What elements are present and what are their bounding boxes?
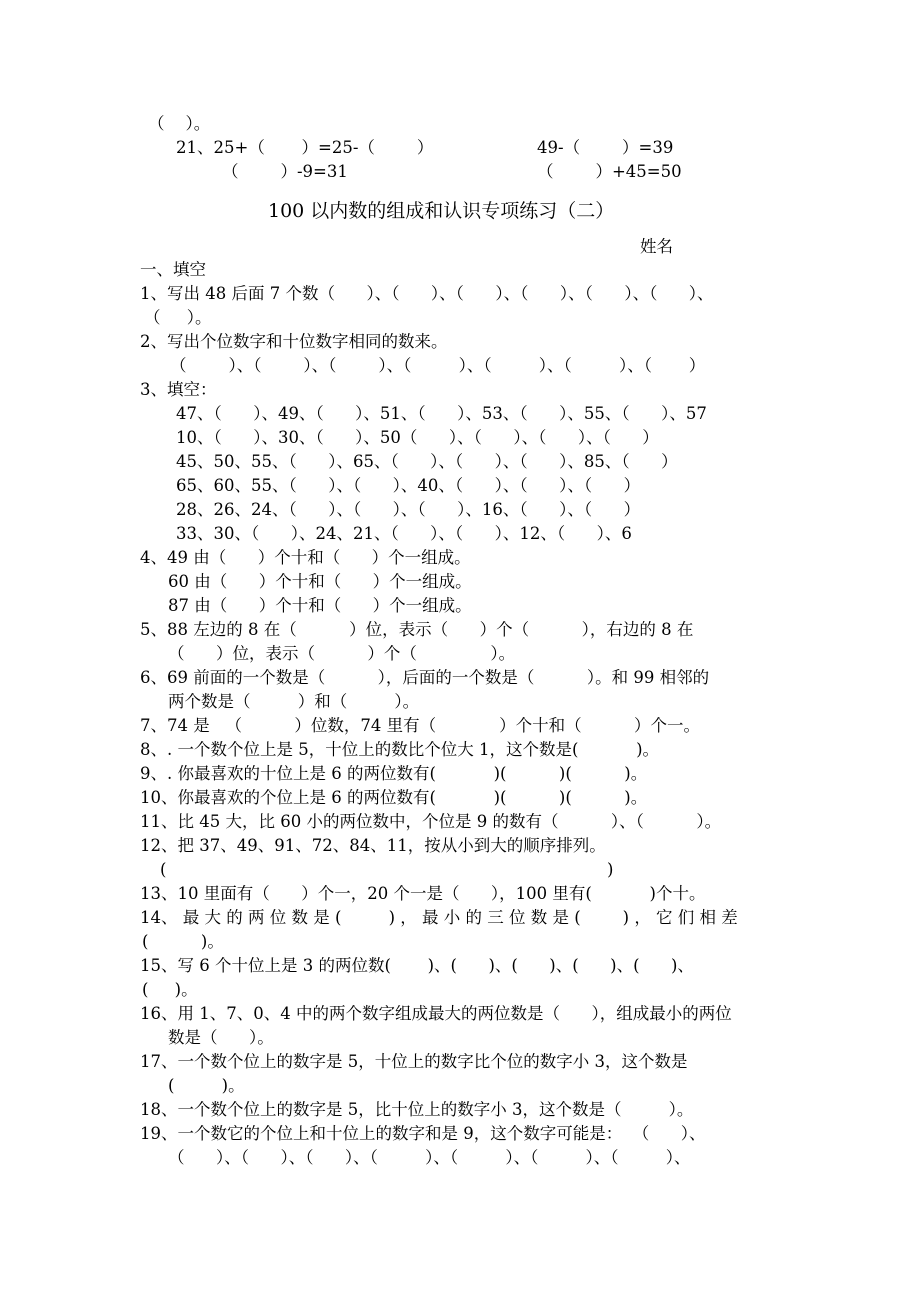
sequence-row: 33、30、（ ）、24、21、（ ）、（ ）、12、（ ）、6: [176, 524, 632, 543]
question-18: 18、一个数个位上的数字是 5，比十位上的数字小 3，这个数是（ ）。: [140, 1100, 694, 1119]
question-3: 3、填空：: [140, 380, 217, 399]
question-14-cont: ( )。: [142, 932, 224, 951]
sequence-row: 45、50、55、（ ）、65、（ ）、（ ）、（ ）、85、（ ）: [176, 452, 678, 471]
question-17: 17、一个数个位上的数字是 5，十位上的数字比个位的数字小 3，这个数是: [140, 1052, 688, 1071]
question-15: 15、写 6 个十位上是 3 的两位数( )、( )、( )、( )、( )、: [140, 956, 694, 975]
question-15-cont: ( )。: [142, 980, 198, 999]
question-12: 12、把 37、49、91、72、84、11，按从小到大的顺序排列。: [140, 836, 606, 855]
question-6-cont: 两个数是（ ）和（ ）。: [168, 692, 420, 711]
question-4-line: 60 由（ ）个十和（ ）个一组成。: [168, 572, 472, 591]
section-heading: 一、填空: [140, 260, 206, 279]
question-16: 16、用 1、7、0、4 中的两个数字组成最大的两位数是（ ），组成最小的两位: [140, 1004, 732, 1023]
sequence-row: 47、（ ）、49、（ ）、51、（ ）、53、（ ）、55、（ ）、57: [176, 404, 707, 423]
question-9: 9、. 你最喜欢的十位上是 6 的两位数有( )( )( )。: [140, 764, 648, 783]
question-16-cont: 数是（ ）。: [168, 1028, 274, 1047]
question-7: 7、74 是 （ ）位数，74 里有（ ）个十和（ ）个一。: [140, 716, 701, 735]
question-19-cont: （ ）、（ ）、（ ）、（ ）、（ ）、（ ）、（ ）、: [168, 1148, 691, 1167]
question-14: 14、 最 大 的 两 位 数 是 ( ) ， 最 小 的 三 位 数 是 ( ) ， 它 们 相 差: [140, 908, 738, 927]
sequence-row: 65、60、55、（ ）、（ ）、40、（ ）、（ ）、（ ）: [176, 476, 641, 495]
text-line: 21、25+（ ）=25-（ ）: [176, 138, 434, 157]
text-line: （ ）。: [148, 114, 211, 133]
question-5: 5、88 左边的 8 在（ ）位，表示（ ）个（ ），右边的 8 在: [140, 620, 694, 639]
text-line: （ ）+45=50: [537, 162, 682, 181]
question-1: 1、写出 48 后面 7 个数（ ）、（ ）、（ ）、（ ）、（ ）、（ ）、: [140, 284, 714, 303]
text-line: 49-（ ）=39: [537, 138, 674, 157]
question-13: 13、10 里面有（ ）个一，20 个一是（ ），100 里有( )个十。: [140, 884, 706, 903]
question-8: 8、. 一个数个位上是 5，十位上的数比个位大 1，这个数是( )。: [140, 740, 660, 759]
sequence-row: 10、（ ）、30、（ ）、50（ ）、（ ）、（ ）、（ ）: [176, 428, 659, 447]
question-17-cont: ( )。: [168, 1076, 245, 1095]
question-4: 4、49 由（ ）个十和（ ）个一组成。: [140, 548, 471, 567]
question-11: 11、比 45 大，比 60 小的两位数中，个位是 9 的数有（ ）、（ ）。: [140, 812, 722, 831]
question-10: 10、你最喜欢的个位上是 6 的两位数有( )( )( )。: [140, 788, 648, 807]
page-title: 100 以内数的组成和认识专项练习（二）: [268, 200, 615, 222]
question-1-cont: （ ）。: [144, 308, 212, 327]
question-2: 2、写出个位数字和十位数字相同的数来。: [140, 332, 448, 351]
question-5-cont: （ ）位，表示（ ）个（ ）。: [168, 644, 516, 663]
name-label: 姓名: [640, 237, 673, 256]
sequence-row: 28、26、24、（ ）、（ ）、（ ）、16、（ ）、（ ）: [176, 500, 641, 519]
question-4-line: 87 由（ ）个十和（ ）个一组成。: [168, 596, 472, 615]
text-line: （ ）-9=31: [222, 162, 348, 181]
question-19: 19、一个数它的个位上和十位上的数字和是 9，这个数字可能是： （ ）、: [140, 1124, 706, 1143]
question-2-answers: （ ）、（ ）、（ ）、（ ）、（ ）、（ ）、（ ）: [170, 356, 706, 375]
question-6: 6、69 前面的一个数是（ ），后面的一个数是（ ）。和 99 相邻的: [140, 668, 710, 687]
question-12-answer: ( ): [160, 860, 614, 879]
